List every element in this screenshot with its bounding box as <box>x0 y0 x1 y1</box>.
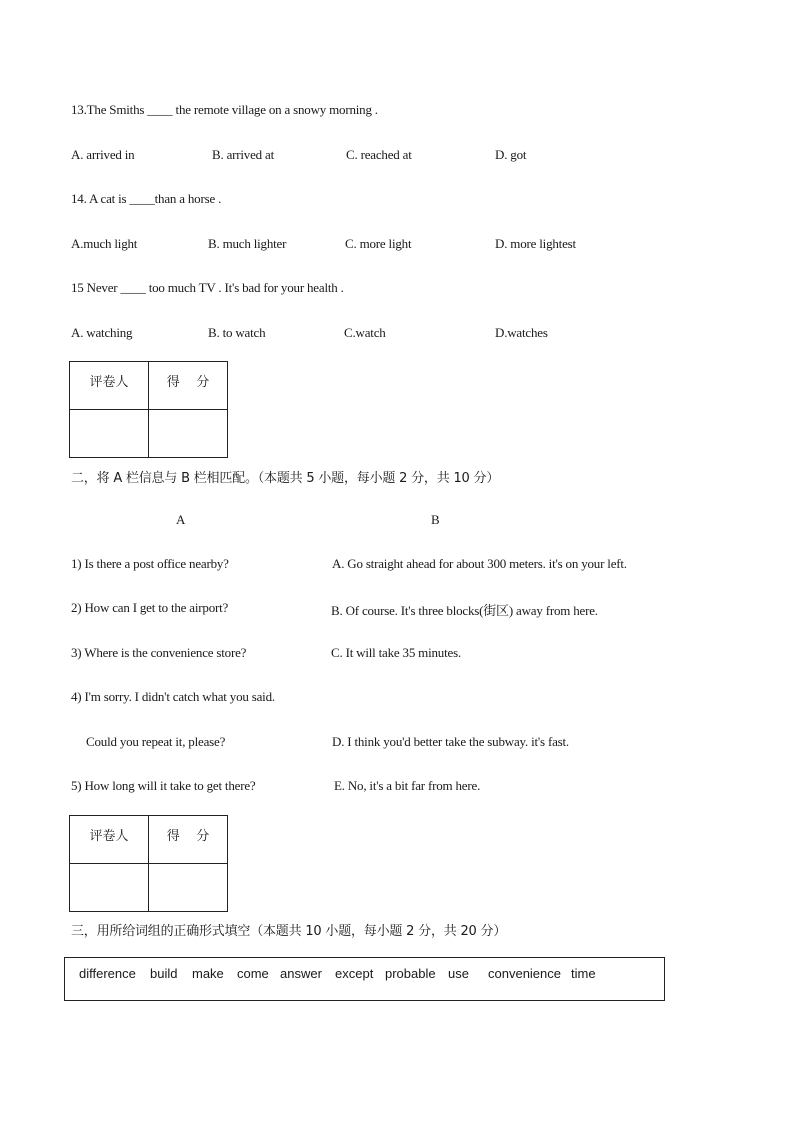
question-14-option-c: C. more light <box>345 236 412 251</box>
question-13-option-d: D. got <box>495 147 527 162</box>
match-a-4: 4) I'm sorry. I didn't catch what you said. <box>71 689 275 704</box>
question-13-option-c: C. reached at <box>346 147 412 162</box>
column-a-heading: A <box>176 512 186 527</box>
match-a-2: 2) How can I get to the airport? <box>71 600 229 615</box>
question-14-option-b: B. much lighter <box>208 236 287 251</box>
word-bank-item: make <box>192 966 224 981</box>
score-cell[interactable] <box>149 410 228 458</box>
word-bank-item: answer <box>280 966 322 981</box>
score-label: 得 分 <box>149 816 228 864</box>
match-b-e: E. No, it's a bit far from here. <box>334 778 481 793</box>
match-b-c: C. It will take 35 minutes. <box>331 645 462 660</box>
grader-cell[interactable] <box>70 410 149 458</box>
match-a-1: 1) Is there a post office nearby? <box>71 556 229 571</box>
match-a-4-continued: Could you repeat it, please? <box>86 734 226 749</box>
question-15-stem: 15 Never ____ too much TV . It's bad for your health . <box>71 280 344 295</box>
word-bank-item: probable <box>385 966 436 981</box>
question-13-option-b: B. arrived at <box>212 147 275 162</box>
score-cell[interactable] <box>149 864 228 912</box>
word-bank-item: time <box>571 966 596 981</box>
word-bank-item: build <box>150 966 178 981</box>
section-3-title: 三，用所给词组的正确形式填空（本题共 10 小题，每小题 2 分，共 20 分） <box>71 924 507 939</box>
word-bank-item: difference <box>79 966 136 981</box>
match-a-3: 3) Where is the convenience store? <box>71 645 247 660</box>
match-b-d: D. I think you'd better take the subway. it's fast. <box>332 734 569 749</box>
question-14-option-d: D. more lightest <box>495 236 576 251</box>
question-15-option-c: C.watch <box>344 325 386 340</box>
word-bank-item: use <box>448 966 469 981</box>
word-bank-item: come <box>237 966 269 981</box>
question-14-stem: 14. A cat is ____than a horse . <box>71 191 222 206</box>
question-14-option-a: A.much light <box>71 236 138 251</box>
question-13-option-a: A. arrived in <box>71 147 135 162</box>
match-b-a: A. Go straight ahead for about 300 meters. it's on your left. <box>332 556 627 571</box>
section-2-title: 二，将 A 栏信息与 B 栏相匹配。（本题共 5 小题，每小题 2 分，共 10 分） <box>71 471 500 486</box>
grader-label: 评卷人 <box>70 816 149 864</box>
word-bank-item: convenience <box>488 966 561 981</box>
question-13-stem: 13.The Smiths ____ the remote village on a snowy morning . <box>71 102 378 117</box>
word-bank-item: except <box>335 966 374 981</box>
question-15-option-d: D.watches <box>495 325 548 340</box>
score-table-1 <box>69 361 228 458</box>
question-15-option-b: B. to watch <box>208 325 266 340</box>
grader-cell[interactable] <box>70 864 149 912</box>
grader-label: 评卷人 <box>70 362 149 410</box>
word-bank-box <box>64 957 665 1001</box>
column-b-heading: B <box>431 512 440 527</box>
score-table-2 <box>69 815 228 912</box>
question-15-option-a: A. watching <box>71 325 133 340</box>
score-label: 得 分 <box>149 362 228 410</box>
match-b-b: B. Of course. It's three blocks(街区) away from here. <box>331 603 598 618</box>
match-a-5: 5) How long will it take to get there? <box>71 778 256 793</box>
